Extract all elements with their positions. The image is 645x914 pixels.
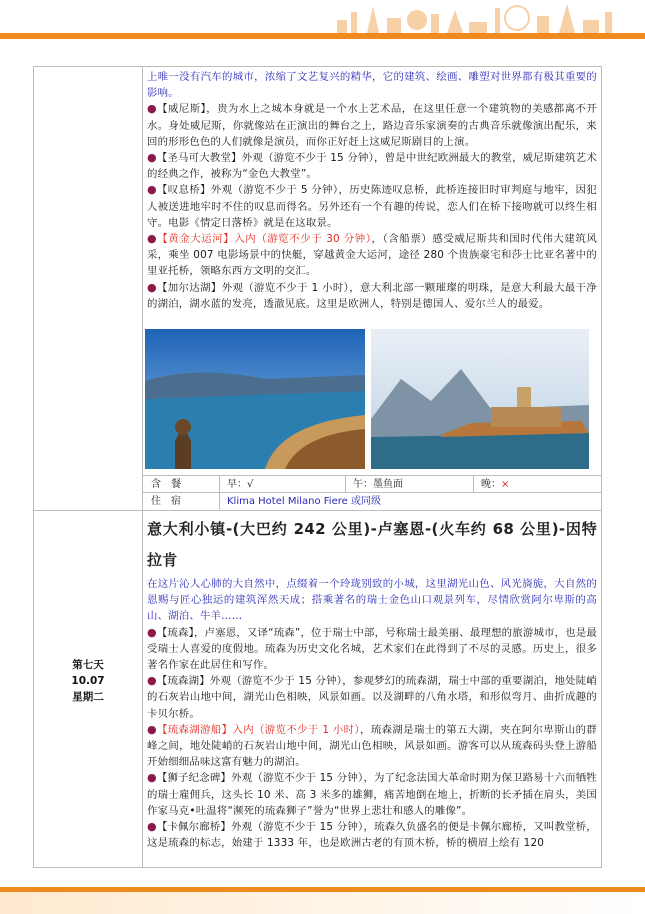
bullet-icon: ● [147, 771, 157, 785]
footer-strip [0, 892, 645, 914]
day-label [34, 657, 142, 705]
bullet-icon: ● [147, 183, 157, 197]
page-footer-band [0, 876, 645, 914]
city-skyline-icon [327, 2, 627, 34]
lake-garda-photo-1 [145, 329, 365, 469]
bullet-icon: ● [147, 625, 157, 639]
prev-day-intro: 上唯一没有汽车的城市，浓缩了文艺复兴的精华，它的建筑、绘画、雕塑对世界都有极其重要的影响。 [147, 71, 597, 100]
meals-label: 含 餐 [151, 479, 181, 490]
item-bridge-of-sighs: ●【叹息桥】外观（游览不少于 5 分钟），历史陈迹叹息桥，此桥连接旧时审判庭与地牢，因犯人被送进地牢时不住的叹息而得名。另外还有一个有趣的传说，恋人们在桥下接吻就可以终生相守。电影《情定日落桥》就是在这取景。 [147, 183, 597, 229]
hotel-label: 住 宿 [151, 496, 181, 507]
day7-title: 意大利小镇-(大巴约 242 公里)-卢塞恩-(火车约 68 公里)-因特拉肯 [147, 520, 597, 569]
day-column [34, 67, 143, 867]
item-name: 【威尼斯】 [157, 103, 207, 116]
item-grand-canal: ●【黄金大运河】入内（游览不少于 30 分钟），（含船票）感受威尼斯共和国时代伟大建筑风采，乘坐 007 电影场景中的快艇，穿越黄金大运河，途径 280 个贵族豪宅和莎士比亚名著中的里亚托桥，领略东西方文明的交汇。 [147, 232, 597, 278]
day7-content [143, 514, 601, 851]
prev-day-content [143, 69, 601, 312]
itinerary-table [33, 66, 602, 868]
item-lake-garda: ●【加尔达湖】外观（游览不少于 1 小时），意大利北部一颗璀璨的明珠，是意大利最大最干净的湖泊，湖水蓝的发亮，透澈见底。这里是欧洲人，特别是德国人、爱尔兰人的最爱。 [147, 280, 597, 310]
photo-strip [145, 329, 597, 471]
item-chapel-bridge: ●【卡佩尔廊桥】外观（游览不少于 15 分钟），琉森久负盛名的便是卡佩尔廊桥，又叫教堂桥，这是琉森的标志，始建于 1333 年，也是欧洲古老的有顶木桥，桥的横眉上绘有 120 [147, 820, 597, 850]
lunch-value: 午：墨鱼面 [353, 479, 403, 490]
item-lake-cruise: ●【琉森湖游船】入内（游览不少于 1 小时），琉森湖是瑞士的第五大湖，夹在阿尔卑斯山的群峰之间，地处陡峭的石灰岩山地中间，湖光山色相映，风景如画。游客可以从琉森码头登上游船开始细细品味这富有魅力的湖泊。 [147, 722, 597, 769]
item-venice [147, 101, 597, 150]
page-header-band [0, 0, 645, 40]
day-number: 第七天 [72, 659, 104, 671]
bullet-icon: ● [147, 280, 157, 294]
no-meal-icon: × [501, 479, 510, 490]
item-st-mark: ●【圣马可大教堂】外观（游览不少于 15 分钟），曾是中世纪欧洲最大的教堂，威尼斯建筑艺术的经典之作，被称为“金色大教堂”。 [147, 151, 597, 181]
bullet-icon: ● [147, 722, 157, 736]
meals-divider [473, 475, 474, 492]
bullet-icon: ● [147, 102, 158, 116]
day7-intro: 在这片沁人心肺的大自然中，点缀着一个玲珑别致的小城，这里湖光山色、风光旖旎，大自然的恩赐与匠心独运的建筑浑然天成；搭乘著名的瑞士金色山口观景列车，尽情欣赏阿尔卑斯的高山、湖泊、牛羊…… [147, 578, 597, 623]
lake-garda-photo-2 [371, 329, 589, 469]
item-lion-monument: ●【狮子纪念碑】外观（游览不少于 15 分钟），为了纪念法国大革命时期为保卫路易十六而牺牲的瑞士雇佣兵，这头长 10 米、高 3 米多的雄狮，痛苦地倒在地上，折断的长矛插在肩头，美国作家马克•吐温将“濒死的琉森狮子”誉为“世界上悲壮和感人的雕像”。 [147, 771, 597, 817]
breakfast-value: 早：√ [227, 479, 254, 490]
header-orange-rule [0, 33, 645, 39]
meals-divider [345, 475, 346, 492]
bullet-icon: ● [147, 232, 158, 246]
item-text: ，贵为水上之城本身就是一个水上艺术品，在这里任意一个建筑物的美感都离不开水。身处威尼斯，你就像站在正演出的舞台之上，路边音乐家演奏的古典音乐就像演出配乐，来回的形形色色的人们就像是演员，而你正好赶上这威尼斯剧目的上演。 [147, 103, 597, 148]
meals-row [143, 475, 601, 493]
dinner-value: 晚：× [481, 479, 510, 490]
bullet-icon: ● [147, 820, 157, 834]
hotel-row [143, 492, 601, 510]
meals-divider [219, 475, 220, 510]
row-divider [34, 510, 601, 511]
item-lake-lucerne: ●【琉森湖】外观（游览不少于 15 分钟），参观梦幻的琉森湖，瑞士中部的重要湖泊，地处陡峭的石灰岩山地中间，湖光山色相映，风景如画。以及湖畔的八角水塔，和形似弯月、曲折成趣的卡贝尔桥。 [147, 674, 597, 720]
item-lucerne: ●【琉森】，卢塞恩，又译“琉森”，位于瑞士中部，号称瑞士最美丽、最理想的旅游城市，也是最受瑞士人喜爱的度假地。琉森为历史文化名城，艺术家们在此得到了不尽的灵感。历史上，很多著名作家在此居住和写作。 [147, 625, 597, 672]
bullet-icon: ● [147, 674, 157, 688]
hotel-value: Klima Hotel Milano Fiere 或同级 [227, 496, 381, 507]
meals-hotel-table [143, 475, 601, 510]
day-date: 10.07 [71, 675, 105, 687]
day-weekday: 星期二 [72, 691, 104, 703]
bullet-icon: ● [147, 151, 157, 165]
